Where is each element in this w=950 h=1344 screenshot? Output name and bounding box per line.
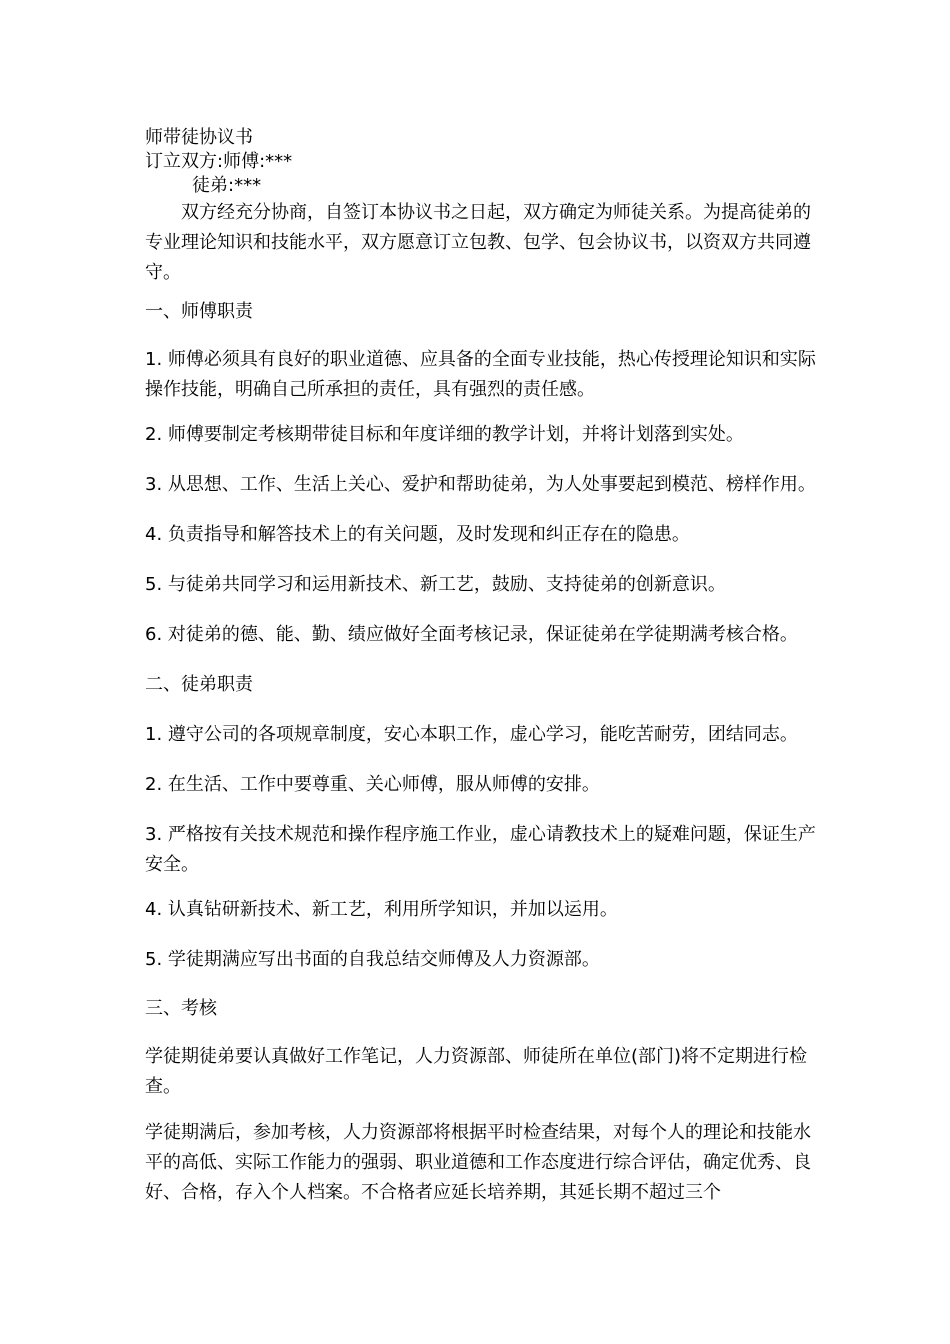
section-heading-apprentice: 二、徒弟职责 <box>145 674 253 695</box>
assessment-paragraph-1: 学徒期徒弟要认真做好工作笔记，人力资源部、师徒所在单位(部门)将不定期进行检查。 <box>145 1046 808 1097</box>
assessment-paragraph-2: 学徒期满后，参加考核，人力资源部将根据平时检查结果，对每个人的理论和技能水平的高低、实际工作能力的强弱、职业道德和工作态度进行综合评估，确定优秀、良好、合格，存入个人档案。不合格者应延长培养期，其延长期不超过三个 <box>145 1122 811 1203</box>
apprentice-duty-2: 2. 在生活、工作中要尊重、关心师傅，服从师傅的安排。 <box>145 774 600 795</box>
section-heading-assessment: 三、考核 <box>145 998 217 1019</box>
apprentice-duty-3: 3. 严格按有关技术规范和操作程序施工作业，虚心请教技术上的疑难问题，保证生产安全。 <box>145 824 816 875</box>
parties-line: 订立双方:师傅:*** <box>145 151 293 172</box>
master-duty-2: 2. 师傅要制定考核期带徒目标和年度详细的教学计划，并将计划落到实处。 <box>145 424 744 445</box>
intro-paragraph: 双方经充分协商，自签订本协议书之日起，双方确定为师徒关系。为提高徒弟的专业理论知识和技能水平，双方愿意订立包教、包学、包会协议书，以资双方共同遵守。 <box>145 202 811 283</box>
master-duty-4: 4. 负责指导和解答技术上的有关问题，及时发现和纠正存在的隐患。 <box>145 524 690 545</box>
apprentice-duty-5: 5. 学徒期满应写出书面的自我总结交师傅及人力资源部。 <box>145 949 600 970</box>
master-duty-6: 6. 对徒弟的德、能、勤、绩应做好全面考核记录，保证徒弟在学徒期满考核合格。 <box>145 624 798 645</box>
master-duty-3: 3. 从思想、工作、生活上关心、爱护和帮助徒弟，为人处事要起到模范、榜样作用。 <box>145 474 816 495</box>
apprentice-duty-1: 1. 遵守公司的各项规章制度，安心本职工作，虚心学习，能吃苦耐劳，团结同志。 <box>145 724 798 745</box>
apprentice-line: 徒弟:*** <box>192 175 262 196</box>
master-duty-1: 1. 师傅必须具有良好的职业道德、应具备的全面专业技能，热心传授理论知识和实际操作技能，明确自己所承担的责任，具有强烈的责任感。 <box>145 349 816 400</box>
apprentice-duty-4: 4. 认真钻研新技术、新工艺，利用所学知识，并加以运用。 <box>145 899 618 920</box>
document-title: 师带徒协议书 <box>145 127 253 148</box>
section-heading-master: 一、师傅职责 <box>145 301 253 322</box>
master-duty-5: 5. 与徒弟共同学习和运用新技术、新工艺，鼓励、支持徒弟的创新意识。 <box>145 574 726 595</box>
